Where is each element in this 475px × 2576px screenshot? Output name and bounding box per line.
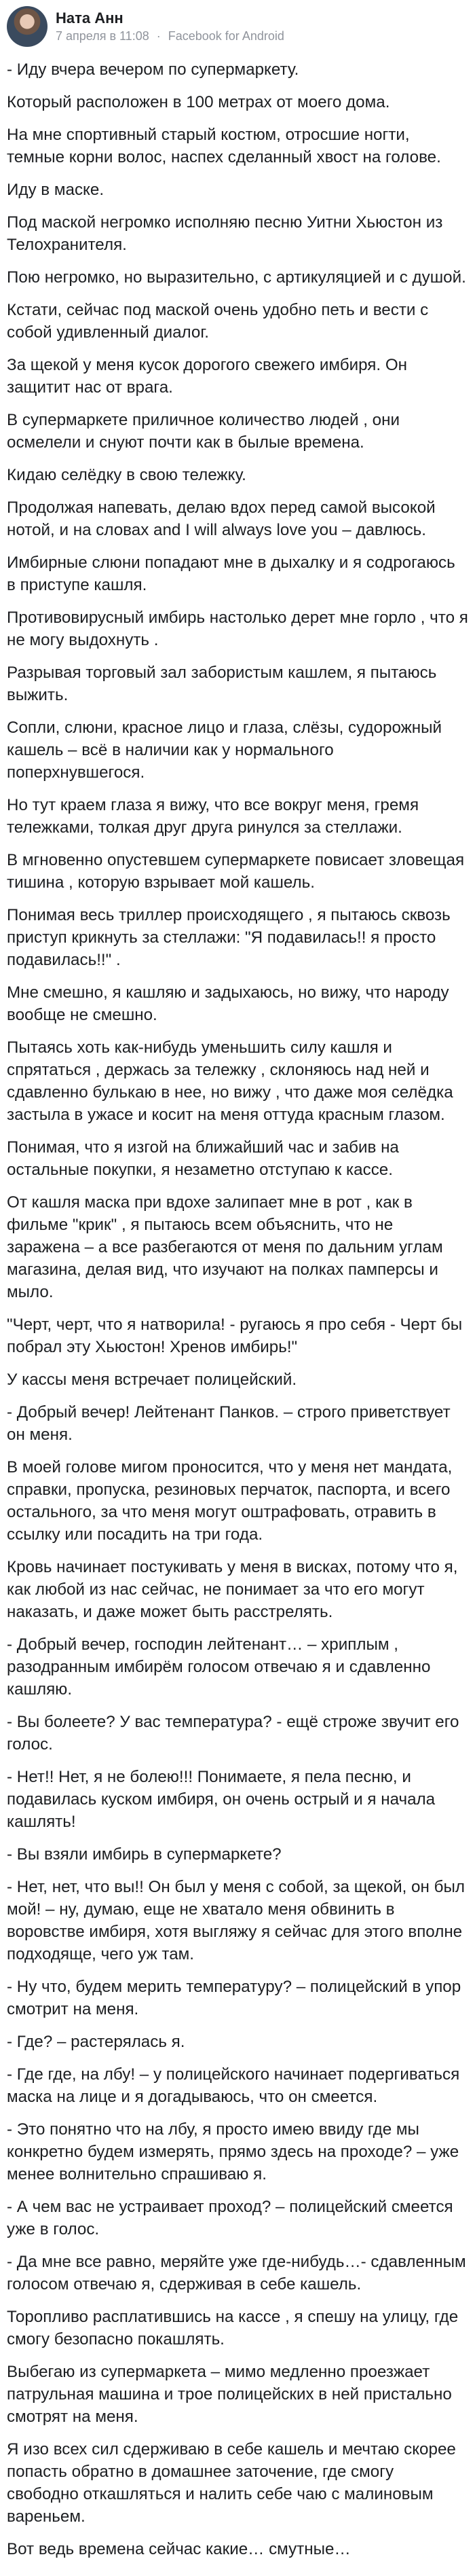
- post-paragraph: За щекой у меня кусок дорогого свежего имбиря. Он защитит нас от врага.: [7, 356, 408, 397]
- post-paragraph: - Вы болеете? У вас температура? - ещё строже звучит его голос.: [7, 1713, 459, 1754]
- post-paragraph: - Ну что, будем мерить температуру? – полицейский в упор смотрит на меня.: [7, 1978, 461, 2018]
- meta-separator: ·: [156, 29, 161, 43]
- post-paragraph: В супермаркете приличное количество людей , они осмелели и снуют почти как в былые времена.: [7, 411, 400, 452]
- post-meta: [56, 9, 284, 44]
- post-subline: [56, 28, 284, 44]
- post-paragraph: - Добрый вечер, господин лейтенант… – хриплым , разодранным имбирём голосом отвечаю я и сдавленно кашляю.: [7, 1635, 431, 1699]
- post-paragraph: - Нет!! Нет, я не болею!!! Понимаете, я пела песню, и подавилась куском имбиря, он очень острый и я начала кашлять!: [7, 1768, 436, 1831]
- post-paragraph: Кровь начинает постукивать у меня в висках, потому что я, как любой из нас сейчас, не понимает за что его могут наказать, и даже может быть расстрелять.: [7, 1558, 458, 1621]
- post-paragraph: Под маской негромко исполняю песню Уитни Хьюстон из Телохранителя.: [7, 213, 443, 254]
- post-paragraph: Кстати, сейчас под маской очень удобно петь и вести с собой удивленный диалог.: [7, 301, 429, 342]
- post-paragraph: - А чем вас не устраивает проход? – полицейский смеется уже в голос.: [7, 2198, 453, 2238]
- post-paragraph: Понимая весь триллер происходящего , я пытаюсь сквозь приступ крикнуть за стеллажи: "Я подавилась!! я просто подавилась!!" .: [7, 906, 451, 969]
- post-paragraph: - Вы взяли имбирь в супермаркете?: [7, 1845, 282, 1864]
- post-paragraph: - Это понятно что на лбу, я просто имею ввиду где мы конкретно будем измерять, прямо здесь на проходе? – уже менее волнительно спрашиваю я.: [7, 2120, 459, 2183]
- post-paragraph: От кашля маска при вдохе залипает мне в рот , как в фильме "крик" , я пытаюсь всем объяснить, что не заражена – а все разбегаются от меня по дальним углам магазина, делая вид, что изучают на полках памперсы и мыло.: [7, 1193, 443, 1301]
- post-end: [7, 2571, 468, 2576]
- post-paragraph: У кассы меня встречает полицейский.: [7, 1371, 297, 1389]
- post-paragraph: Пою негромко, но выразительно, с артикуляцией и с душой.: [7, 268, 466, 287]
- post-paragraph: Сопли, слюни, красное лицо и глаза, слёзы, судорожный кашель – всё в наличии как у нормального поперхнувшегося.: [7, 719, 442, 782]
- post-paragraph: В мгновенно опустевшем супермаркете повисает зловещая тишина , которую взрывает мой кашель.: [7, 851, 465, 892]
- post-paragraph: Мне смешно, я кашляю и задыхаюсь, но вижу, что народу вообще не смешно.: [7, 983, 449, 1024]
- post-header: [7, 4, 468, 49]
- post-paragraph: Имбирные слюни попадают мне в дыхалку и я содрогаюсь в приступе кашля.: [7, 554, 455, 594]
- post-paragraph: - Где? – растерялась я.: [7, 2033, 185, 2051]
- post-paragraph: Который расположен в 100 метрах от моего дома.: [7, 93, 390, 111]
- post-paragraph: На мне спортивный старый костюм, отросшие ногти, темные корни волос, наспех сделанный хвост на голове.: [7, 126, 441, 166]
- post-paragraph: Я изо всех сил сдерживаю в себе кашель и мечтаю скорее попасть обратно в домашнее заточение, где смогу свободно откашляться и налить себе чаю с малиновым вареньем.: [7, 2440, 456, 2526]
- post-paragraph: Продолжая напевать, делаю вдох перед самой высокой нотой, и на словах and I will always love you – давлюсь.: [7, 498, 436, 539]
- post-paragraph: Но тут краем глаза я вижу, что все вокруг меня, гремя тележками, толкая друг друга ринулся за стеллажи.: [7, 796, 419, 837]
- post-paragraph: Кидаю селёдку в свою тележку.: [7, 466, 246, 484]
- post-paragraph: "Черт, черт, что я натворила! - ругаюсь я про себя - Черт бы побрал эту Хьюстон! Хренов имбирь!": [7, 1316, 463, 1356]
- post-paragraph: - Да мне все равно, меряйте уже где-нибудь…- сдавленным голосом отвечаю я, сдерживая в себе кашель.: [7, 2253, 466, 2293]
- post-paragraph: Понимая, что я изгой на ближайший час и забив на остальные покупки, я незаметно отступаю к кассе.: [7, 1138, 399, 1179]
- post-source: Facebook for Android: [168, 29, 284, 43]
- post-paragraph: - Добрый вечер! Лейтенант Панков. – строго приветствует он меня.: [7, 1403, 451, 1444]
- post-paragraph: Выбегаю из супермаркета – мимо медленно проезжает патрульная машина и трое полицейских в ней пристально смотрят на меня.: [7, 2363, 452, 2426]
- post-paragraph: - Нет, нет, что вы!! Он был у меня с собой, за щекой, он был мой! – ну, думаю, еще не хватало меня обвинить в воровстве имбиря, хотя выгляжу я сейчас для этого вполне подходяще, чего уж там.: [7, 1878, 465, 1963]
- post-timestamp[interactable]: 7 апреля в 11:08: [56, 29, 149, 43]
- post-paragraph: Противовирусный имбирь настолько дерет мне горло , что я не могу выдохнуть .: [7, 609, 468, 649]
- post-body: [7, 58, 468, 2560]
- post-paragraph: - Где где, на лбу! – у полицейского начинает подергиваться маска на лице и я догадываюсь, что он смеется.: [7, 2065, 460, 2106]
- post-paragraph: Разрывая торговый зал забористым кашлем, я пытаюсь выжить.: [7, 664, 437, 704]
- post-paragraph: Вот ведь времена сейчас какие… смутные…: [7, 2540, 351, 2558]
- post-paragraph: В моей голове мигом проносится, что у меня нет мандата, справки, пропуска, резиновых перчаток, паспорта, и всего остального, за что меня могут оштрафовать, отравить в ссылку или посадить на три года.: [7, 1458, 453, 1544]
- post-paragraph: - Иду вчера вечером по супермаркету.: [7, 60, 299, 79]
- post-paragraph: Торопливо расплатившись на кассе , я спешу на улицу, где смогу безопасно покашлять.: [7, 2308, 459, 2348]
- author-name[interactable]: Ната Анн: [56, 10, 124, 26]
- post-paragraph: Иду в маске.: [7, 181, 104, 199]
- post-paragraph: Пытаясь хоть как-нибудь уменьшить силу кашля и спрятаться , держась за тележку , склоняюсь над ней и сдавленно булькаю в нее, но вижу , что даже моя селёдка застыла в ужасе и косит на меня оттуда красным глазом.: [7, 1038, 453, 1124]
- author-avatar[interactable]: [7, 6, 48, 47]
